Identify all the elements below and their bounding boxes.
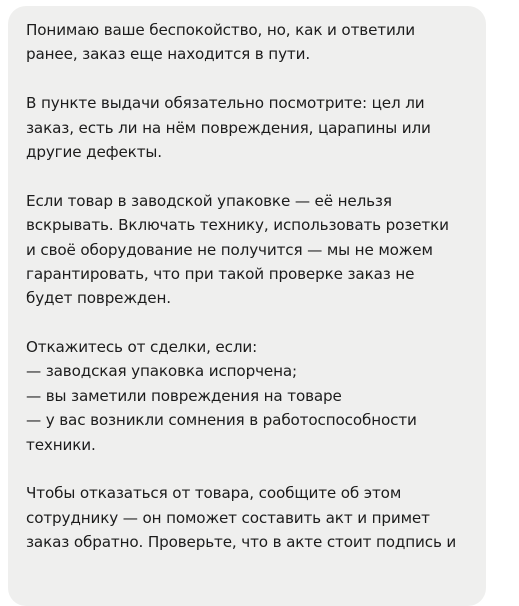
message-text-line: — у вас возникли сомнения в работоспособности bbox=[26, 411, 417, 430]
message-text-line: Понимаю ваше беспокойство, но, как и ответили bbox=[26, 21, 415, 39]
message-text-line: — заводская упаковка испорчена; bbox=[26, 362, 297, 381]
message-text-line: ранее, заказ еще находится в пути. bbox=[26, 45, 310, 64]
message-paragraph bbox=[26, 335, 470, 457]
message-text-line: другие дефекты. bbox=[26, 142, 162, 161]
message-text-line: вскрывать. Включать технику, использовать розетки bbox=[26, 216, 449, 235]
message-text-line: сотруднику — он поможет составить акт и примет bbox=[26, 508, 430, 527]
message-text-line: В пункте выдачи обязательно посмотрите: цел ли bbox=[26, 94, 425, 113]
message-paragraph bbox=[26, 18, 470, 67]
message-text-line: заказ обратно. Проверьте, что в акте стоит подпись и bbox=[26, 533, 457, 552]
message-text-line: техники. bbox=[26, 435, 96, 454]
message-text-line: заказ, есть ли на нём повреждения, царапины или bbox=[26, 118, 431, 137]
message-paragraph bbox=[26, 481, 470, 554]
message-text-line: будет поврежден. bbox=[26, 289, 171, 308]
chat-message-bubble bbox=[8, 6, 486, 606]
message-text-line: — вы заметили повреждения на товаре bbox=[26, 386, 342, 405]
message-paragraph bbox=[26, 189, 470, 311]
message-paragraph bbox=[26, 91, 470, 164]
message-text-line: Если товар в заводской упаковке — её нельзя bbox=[26, 191, 392, 210]
message-text-line: Откажитесь от сделки, если: bbox=[26, 338, 258, 357]
message-text-line: и своё оборудование не получится — мы не можем bbox=[26, 240, 433, 259]
message-text-line: Чтобы отказаться от товара, сообщите об этом bbox=[26, 484, 402, 503]
message-text-line: гарантировать, что при такой проверке заказ не bbox=[26, 264, 415, 283]
